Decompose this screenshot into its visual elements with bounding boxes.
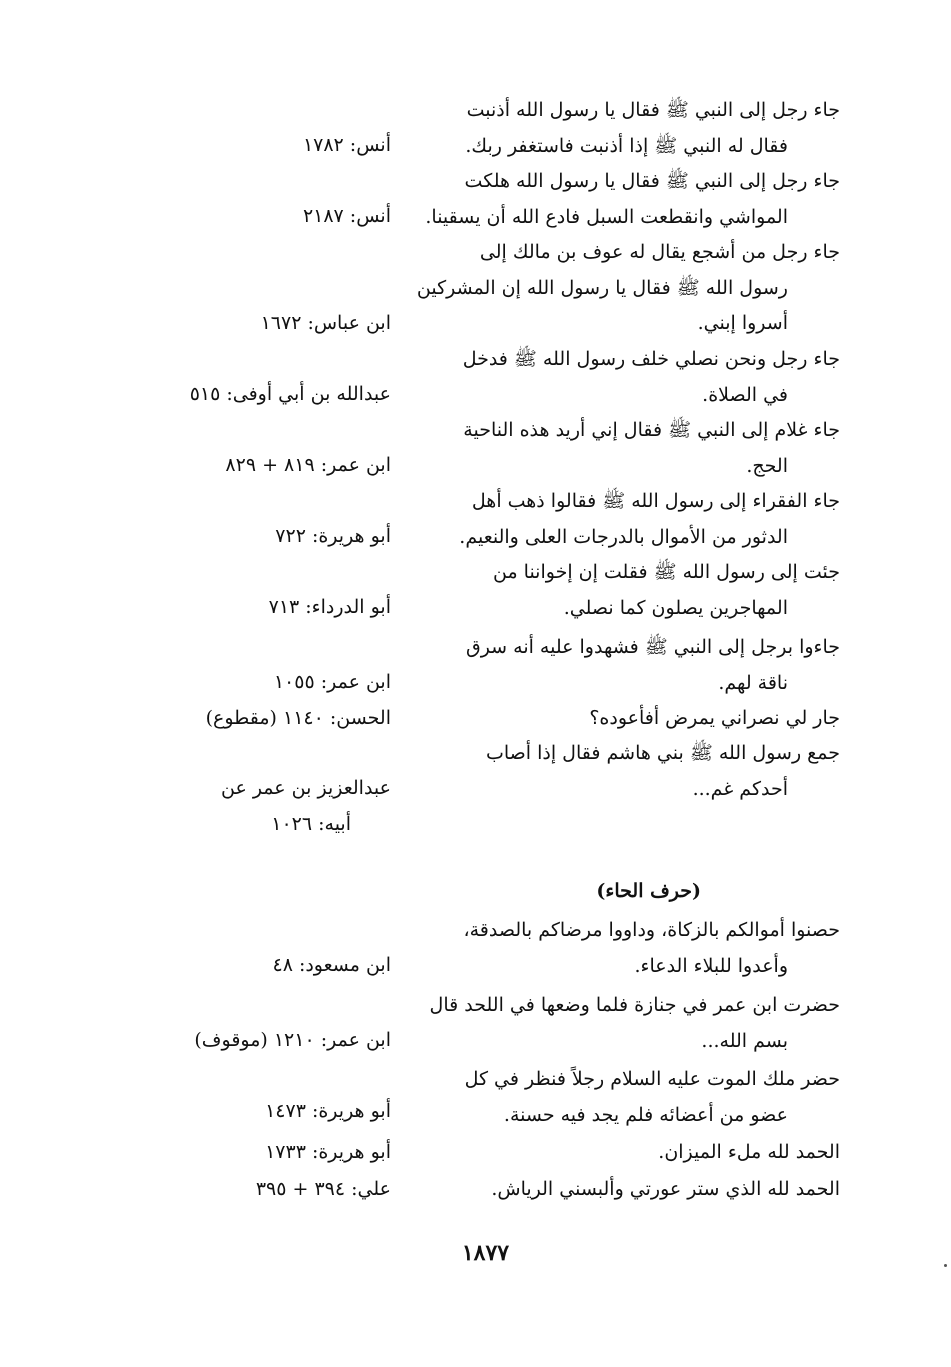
source-line: ابن مسعود: ٤٨ bbox=[272, 954, 391, 976]
entry-line: جاءوا برجل إلى النبي ﷺ فشهدوا عليه أنه سرق bbox=[465, 636, 840, 658]
source-reference bbox=[261, 306, 391, 342]
source-reference bbox=[272, 948, 391, 984]
hadith-entry bbox=[420, 1062, 840, 1133]
source-line: عبدالعزيز بن عمر عن bbox=[220, 777, 391, 799]
entry-line: جئت إلى رسول الله ﷺ فقلت إن إخواننا من bbox=[492, 561, 840, 583]
entry-line: جاء رجل ونحن نصلي خلف رسول الله ﷺ فدخل bbox=[462, 348, 840, 370]
source-reference bbox=[274, 665, 391, 701]
entry-line: جاء غلام إلى النبي ﷺ فقال إني أريد هذه الناحية bbox=[463, 419, 840, 441]
entry-line: الحمد لله الذي ستر عورتي وألبسني الرياش. bbox=[491, 1178, 840, 1200]
entry-line: وأعدوا للبلاء الدعاء. bbox=[634, 954, 788, 977]
source-line: أبو هريرة: ٧٢٢ bbox=[275, 525, 391, 547]
hadith-entry bbox=[420, 164, 840, 235]
source-reference bbox=[303, 199, 391, 235]
source-line: عبدالله بن أبي أوفى: ٥١٥ bbox=[189, 383, 391, 405]
source-line: أبو هريرة: ١٧٣٣ bbox=[265, 1141, 391, 1163]
entry-line: فقال له النبي ﷺ إذا أذنبت فاستغفر ربك. bbox=[465, 134, 788, 157]
source-reference bbox=[206, 701, 391, 737]
source-reference bbox=[269, 590, 391, 626]
hadith-entry bbox=[416, 235, 840, 342]
source-reference bbox=[190, 377, 391, 413]
entry-line: الحمد لله ملء الميزان. bbox=[658, 1141, 840, 1163]
source-line: ابن عمر: ٨١٩ + ٨٢٩ bbox=[225, 454, 391, 476]
source-line: أبو الدرداء: ٧١٣ bbox=[268, 596, 391, 618]
page-number: ١٨٧٧ bbox=[461, 1240, 510, 1266]
entry-line: عضو من أعضائه فلم يجد فيه حسنة. bbox=[503, 1103, 788, 1126]
hadith-entry bbox=[420, 988, 840, 1059]
source-line: أنس: ٢١٨٧ bbox=[302, 205, 391, 227]
source-reference bbox=[265, 1135, 391, 1171]
entry-line: في الصلاة. bbox=[702, 383, 788, 406]
entry-line: المهاجرين يصلون كما نصلي. bbox=[563, 596, 788, 619]
entry-line: حصنوا أموالكم بالزكاة، وداووا مرضاكم بالصدقة، bbox=[463, 919, 840, 941]
section-heading: (حرف الحاء) bbox=[596, 880, 701, 902]
source-reference bbox=[265, 1094, 391, 1130]
hadith-entry bbox=[420, 630, 840, 701]
entry-line: جاء رجل إلى النبي ﷺ فقال يا رسول الله هلكت bbox=[464, 170, 840, 192]
source-reference bbox=[194, 1023, 391, 1059]
hadith-entry bbox=[420, 555, 840, 626]
entry-line: رسول الله ﷺ فقال يا رسول الله إن المشركين bbox=[416, 276, 788, 299]
hadith-entry bbox=[420, 342, 840, 413]
entry-line: أحدكم غم... bbox=[692, 777, 788, 800]
hadith-entry bbox=[420, 701, 840, 737]
source-reference bbox=[256, 1172, 391, 1208]
hadith-entry bbox=[420, 413, 840, 484]
entry-line: بسم الله... bbox=[701, 1029, 788, 1052]
hadith-entry bbox=[420, 1135, 840, 1171]
hadith-entry bbox=[420, 1172, 840, 1208]
source-reference bbox=[225, 448, 391, 484]
entry-line: ناقة لهم. bbox=[718, 671, 788, 694]
source-line: أبيه: ١٠٢٦ bbox=[271, 812, 351, 835]
entry-line: جار لي نصراني يمرض أفأعوده؟ bbox=[589, 707, 840, 729]
source-reference bbox=[221, 771, 391, 842]
source-line: علي: ٣٩٤ + ٣٩٥ bbox=[255, 1178, 391, 1200]
entry-line: الحج. bbox=[746, 454, 788, 477]
source-reference bbox=[275, 519, 391, 555]
scan-speck bbox=[944, 1264, 947, 1267]
source-line: ابن عباس: ١٦٧٢ bbox=[260, 312, 391, 334]
source-line: ابن عمر: ١٢١٠ (موقوف) bbox=[194, 1029, 391, 1051]
entry-line: جاء رجل من أشجع يقال له عوف بن مالك إلى bbox=[479, 241, 840, 263]
entry-line: الدثور من الأموال بالدرجات العلى والنعيم. bbox=[459, 525, 788, 548]
entry-line: جمع رسول الله ﷺ بني هاشم فقال إذا أصاب bbox=[486, 742, 840, 764]
entry-line: جاء الفقراء إلى رسول الله ﷺ فقالوا ذهب أهل bbox=[471, 490, 840, 512]
hadith-entry bbox=[420, 736, 840, 807]
entry-line: أسروا إبني. bbox=[697, 312, 788, 334]
source-line: أبو هريرة: ١٤٧٣ bbox=[265, 1100, 391, 1122]
source-line: أنس: ١٧٨٢ bbox=[302, 134, 391, 156]
hadith-entry bbox=[420, 913, 840, 984]
hadith-entry bbox=[420, 93, 840, 164]
entry-line: جاء رجل إلى النبي ﷺ فقال يا رسول الله أذنبت bbox=[466, 99, 840, 121]
source-line: ابن عمر: ١٠٥٥ bbox=[273, 671, 391, 693]
source-line: الحسن: ١١٤٠ (مقطوع) bbox=[205, 707, 391, 729]
hadith-entry bbox=[420, 484, 840, 555]
entry-line: حضر ملك الموت عليه السلام رجلاً فنظر في كل bbox=[464, 1068, 840, 1090]
source-reference bbox=[303, 128, 391, 164]
entry-line: حضرت ابن عمر في جنازة فلما وضعها في اللحد قال bbox=[429, 994, 840, 1016]
entry-line: المواشي وانقطعت السبل فادع الله أن يسقينا. bbox=[425, 205, 788, 228]
